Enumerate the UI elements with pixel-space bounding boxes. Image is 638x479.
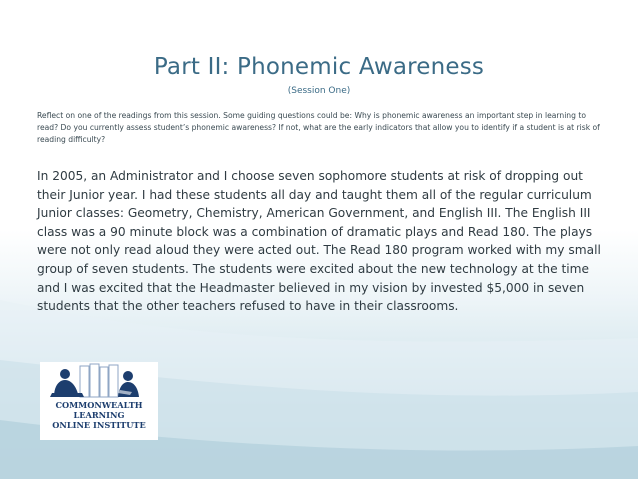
slide-subtitle: (Session One) [287, 86, 351, 96]
slide-title: Part II: Phonemic Awareness [153, 54, 485, 80]
commonwealth-learning-logo [40, 362, 158, 440]
reflection-prompt: Reflect on one of the readings from this session. Some guiding questions could be: Why is phonemic awareness an important step in learning to read? Do you currently assess student’s phonemic awareness? If not, what are the early indicators that allow you to identify if a student is at risk of reading difficulty? [37, 111, 600, 144]
logo-line-3: ONLINE INSTITUTE [52, 420, 146, 430]
logo-line-1: COMMONWEALTH [55, 400, 143, 410]
logo-line-2: LEARNING [73, 410, 125, 420]
reflection-response: In 2005, an Administrator and I choose seven sophomore students at risk of dropping out their Junior year. I had these students all day and taught them all of the regular curriculum Junior classes: Geometry, Chemistry, American Government, and English III. The English III class was a 90 minute block was a combination of dramatic plays and Read 180. The plays were not only read aloud they were acted out. The Read 180 program worked with my small group of seven students. The students were excited about the new technology at the time and I was excited that the Headmaster believed in my vision by invested $5,000 in seven students that the other teachers refused to have in their classrooms. [37, 169, 601, 314]
logo-wordmark [40, 362, 158, 440]
